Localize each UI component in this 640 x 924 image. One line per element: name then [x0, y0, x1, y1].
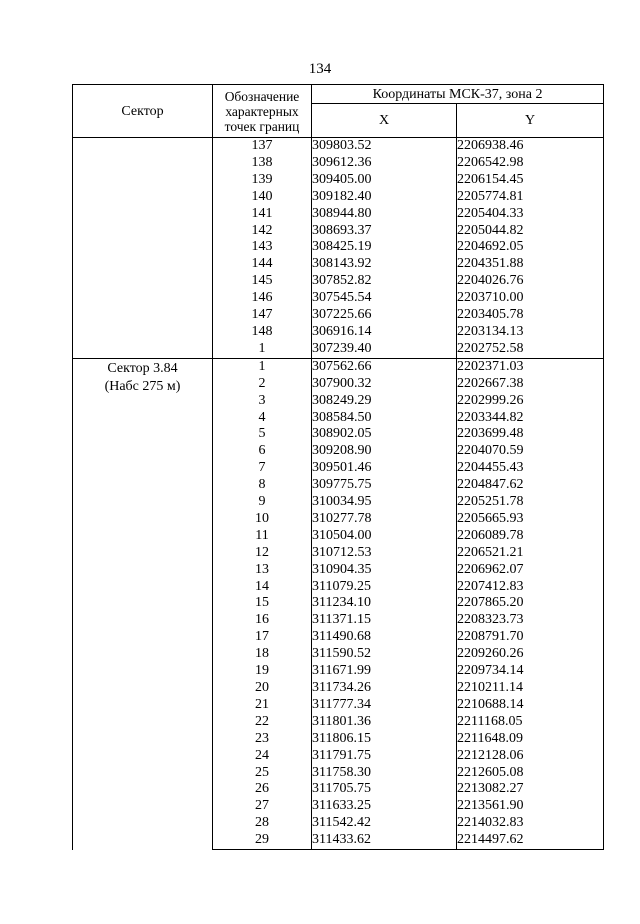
y-coordinate-cell: 2205251.78	[457, 494, 604, 511]
y-coordinate-cell: 2203344.82	[457, 410, 604, 427]
x-coordinate-cell: 308143.92	[312, 256, 457, 273]
sector-height: (Набс 275 м)	[104, 378, 181, 394]
x-coordinate-cell: 309405.00	[312, 172, 457, 189]
x-coordinate-cell: 309182.40	[312, 189, 457, 206]
y-coordinate-cell: 2204455.43	[457, 460, 604, 477]
y-coordinate-cell: 2202999.26	[457, 393, 604, 410]
y-coordinate-cell: 2214497.62	[457, 832, 604, 849]
y-coordinate-cell: 2203405.78	[457, 307, 604, 324]
sector-cell	[73, 138, 213, 359]
point-number-cell: 3	[213, 393, 312, 410]
x-coordinate-cell: 311490.68	[312, 629, 457, 646]
x-coordinate-cell: 311371.15	[312, 612, 457, 629]
page-number: 134	[308, 61, 332, 77]
sector-name: Сектор 3.84	[107, 360, 178, 376]
x-coordinate-cell: 310277.78	[312, 511, 457, 528]
x-coordinate-cell: 309501.46	[312, 460, 457, 477]
y-coordinate-cell: 2202371.03	[457, 358, 604, 375]
y-coordinate-cell: 2205774.81	[457, 189, 604, 206]
y-coordinate-cell: 2203710.00	[457, 290, 604, 307]
header-x: X	[312, 104, 457, 138]
point-number-cell: 22	[213, 714, 312, 731]
x-coordinate-cell: 309612.36	[312, 155, 457, 172]
x-coordinate-cell: 308693.37	[312, 223, 457, 240]
x-coordinate-cell: 311633.25	[312, 798, 457, 815]
y-coordinate-cell: 2204070.59	[457, 443, 604, 460]
point-number-cell: 143	[213, 239, 312, 256]
point-number-cell: 16	[213, 612, 312, 629]
header-boundary-points-line2: характерных	[225, 103, 299, 119]
y-coordinate-cell: 2203699.48	[457, 426, 604, 443]
point-number-cell: 4	[213, 410, 312, 427]
x-coordinate-cell: 311758.30	[312, 765, 457, 782]
point-number-cell: 20	[213, 680, 312, 697]
point-number-cell: 9	[213, 494, 312, 511]
y-coordinate-cell: 2214032.83	[457, 815, 604, 832]
x-coordinate-cell: 310712.53	[312, 545, 457, 562]
x-coordinate-cell: 306916.14	[312, 324, 457, 341]
point-number-cell: 1	[213, 341, 312, 358]
x-coordinate-cell: 307239.40	[312, 341, 457, 358]
point-number-cell: 13	[213, 562, 312, 579]
y-coordinate-cell: 2204026.76	[457, 273, 604, 290]
y-coordinate-cell: 2206962.07	[457, 562, 604, 579]
y-coordinate-cell: 2202667.38	[457, 376, 604, 393]
point-number-cell: 23	[213, 731, 312, 748]
x-coordinate-cell: 311801.36	[312, 714, 457, 731]
point-number-cell: 21	[213, 697, 312, 714]
point-number-cell: 27	[213, 798, 312, 815]
y-coordinate-cell: 2209260.26	[457, 646, 604, 663]
table-row	[73, 138, 604, 155]
x-coordinate-cell: 307900.32	[312, 376, 457, 393]
point-number-cell: 142	[213, 223, 312, 240]
point-number-cell: 25	[213, 765, 312, 782]
x-coordinate-cell: 308249.29	[312, 393, 457, 410]
y-coordinate-cell: 2213561.90	[457, 798, 604, 815]
x-coordinate-cell: 309803.52	[312, 138, 457, 155]
x-coordinate-cell: 308902.05	[312, 426, 457, 443]
point-number-cell: 24	[213, 748, 312, 765]
point-number-cell: 137	[213, 138, 312, 155]
y-coordinate-cell: 2205404.33	[457, 206, 604, 223]
point-number-cell: 141	[213, 206, 312, 223]
y-coordinate-cell: 2208791.70	[457, 629, 604, 646]
sector-cell	[73, 358, 213, 849]
y-coordinate-cell: 2206542.98	[457, 155, 604, 172]
table-header	[73, 85, 604, 138]
point-number-cell: 147	[213, 307, 312, 324]
header-sector: Сектор	[73, 85, 213, 138]
point-number-cell: 145	[213, 273, 312, 290]
x-coordinate-cell: 311079.25	[312, 579, 457, 596]
point-number-cell: 17	[213, 629, 312, 646]
header-y: Y	[457, 104, 604, 138]
y-coordinate-cell: 2204692.05	[457, 239, 604, 256]
x-coordinate-cell: 310904.35	[312, 562, 457, 579]
x-coordinate-cell: 311433.62	[312, 832, 457, 849]
point-number-cell: 144	[213, 256, 312, 273]
y-coordinate-cell: 2206521.21	[457, 545, 604, 562]
x-coordinate-cell: 307562.66	[312, 358, 457, 375]
x-coordinate-cell: 311234.10	[312, 595, 457, 612]
y-coordinate-cell: 2204351.88	[457, 256, 604, 273]
y-coordinate-cell: 2213082.27	[457, 781, 604, 798]
y-coordinate-cell: 2203134.13	[457, 324, 604, 341]
point-number-cell: 6	[213, 443, 312, 460]
y-coordinate-cell: 2207412.83	[457, 579, 604, 596]
y-coordinate-cell: 2205044.82	[457, 223, 604, 240]
y-coordinate-cell: 2209734.14	[457, 663, 604, 680]
point-number-cell: 11	[213, 528, 312, 545]
x-coordinate-cell: 311806.15	[312, 731, 457, 748]
coordinates-table	[72, 84, 604, 850]
point-number-cell: 148	[213, 324, 312, 341]
y-coordinate-cell: 2206154.45	[457, 172, 604, 189]
y-coordinate-cell: 2206938.46	[457, 138, 604, 155]
point-number-cell: 7	[213, 460, 312, 477]
y-coordinate-cell: 2210688.14	[457, 697, 604, 714]
x-coordinate-cell: 311705.75	[312, 781, 457, 798]
x-coordinate-cell: 309208.90	[312, 443, 457, 460]
y-coordinate-cell: 2211648.09	[457, 731, 604, 748]
x-coordinate-cell: 311542.42	[312, 815, 457, 832]
point-number-cell: 10	[213, 511, 312, 528]
x-coordinate-cell: 307852.82	[312, 273, 457, 290]
point-number-cell: 140	[213, 189, 312, 206]
x-coordinate-cell: 310504.00	[312, 528, 457, 545]
x-coordinate-cell: 307545.54	[312, 290, 457, 307]
x-coordinate-cell: 308584.50	[312, 410, 457, 427]
y-coordinate-cell: 2205665.93	[457, 511, 604, 528]
point-number-cell: 139	[213, 172, 312, 189]
y-coordinate-cell: 2202752.58	[457, 341, 604, 358]
header-boundary-points	[213, 85, 312, 138]
x-coordinate-cell: 308944.80	[312, 206, 457, 223]
point-number-cell: 15	[213, 595, 312, 612]
x-coordinate-cell: 310034.95	[312, 494, 457, 511]
point-number-cell: 14	[213, 579, 312, 596]
x-coordinate-cell: 309775.75	[312, 477, 457, 494]
header-boundary-points-line3: точек границ	[224, 118, 300, 134]
point-number-cell: 12	[213, 545, 312, 562]
table-row	[73, 358, 604, 375]
point-number-cell: 138	[213, 155, 312, 172]
point-number-cell: 26	[213, 781, 312, 798]
y-coordinate-cell: 2212605.08	[457, 765, 604, 782]
point-number-cell: 2	[213, 376, 312, 393]
point-number-cell: 29	[213, 832, 312, 849]
y-coordinate-cell: 2204847.62	[457, 477, 604, 494]
x-coordinate-cell: 311777.34	[312, 697, 457, 714]
point-number-cell: 8	[213, 477, 312, 494]
y-coordinate-cell: 2212128.06	[457, 748, 604, 765]
x-coordinate-cell: 311791.75	[312, 748, 457, 765]
point-number-cell: 18	[213, 646, 312, 663]
y-coordinate-cell: 2210211.14	[457, 680, 604, 697]
x-coordinate-cell: 311590.52	[312, 646, 457, 663]
point-number-cell: 19	[213, 663, 312, 680]
header-coordinates: Координаты МСК-37, зона 2	[312, 85, 604, 104]
point-number-cell: 5	[213, 426, 312, 443]
header-boundary-points-line1: Обозначение	[224, 88, 300, 104]
y-coordinate-cell: 2211168.05	[457, 714, 604, 731]
table-body	[73, 138, 604, 850]
x-coordinate-cell: 307225.66	[312, 307, 457, 324]
y-coordinate-cell: 2206089.78	[457, 528, 604, 545]
x-coordinate-cell: 311671.99	[312, 663, 457, 680]
x-coordinate-cell: 311734.26	[312, 680, 457, 697]
y-coordinate-cell: 2208323.73	[457, 612, 604, 629]
point-number-cell: 146	[213, 290, 312, 307]
point-number-cell: 28	[213, 815, 312, 832]
point-number-cell: 1	[213, 358, 312, 375]
y-coordinate-cell: 2207865.20	[457, 595, 604, 612]
x-coordinate-cell: 308425.19	[312, 239, 457, 256]
